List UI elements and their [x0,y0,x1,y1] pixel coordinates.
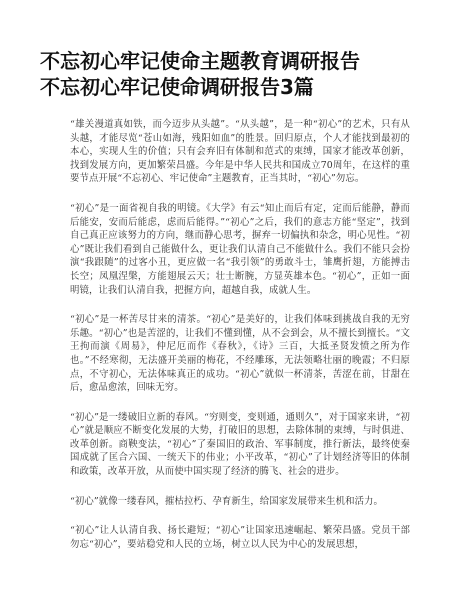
paragraph-spring-breeze: “初心”是一缕破旧立新的春风。“穷则变，变则通，通则久”，对于国家来讲，“初心”就是顺应不断变化发展的大势，打破旧的思想，去除体制的束缚，与时俱进、改革创新。商鞅变法，“初心”了秦国旧的政治、军事制度，推行新法，最终使秦国成就了匡合六国、一统天下的伟业；小平改革，“初心”了计划经济等旧的体制和政策，改革开放，从而使中国实现了经济的腾飞、社会的进步。 [70,411,410,478]
document-title [40,48,440,100]
title-line-2: 不忘初心牢记使命调研报告3篇 [40,75,314,99]
paragraph-mirror: “初心”是一面省视自我的明镜。《大学》有云“知止而后有定，定而后能静，静而后能安，安而后能虑，虑而后能得。”“初心”之后，我们的意志方能“坚定”，找到自己真正应该努力的方向，继而静心思考，摒弃一切偏执和杂念，明心见性。“初心”既让我们看到自己能做什么，更让我们认清自己不能做什么。我们不能只会扮演“我跟随”的过客小丑，更应做一名“我引领”的勇敢斗士，雏鹰折翅，方能搏击长空；凤凰涅槃，方能翅展云天；壮士断腕，方显英雄本色。“初心”，正如一面明镜，让我们认清自我，把握方向，超越自我，成就人生。 [70,202,410,296]
paragraph-summary: “初心”就像一缕春风，摧枯拉朽、孕育新生，给国家发展带来生机和活力。 [70,495,383,507]
document-body [70,118,410,567]
paragraph-conclusion: “初心”让人认清自我、扬长避短；“初心”让国家迅速崛起、繁荣昌盛。党员干部勿忘“初心”，要站稳党和人民的立场，树立以人民为中心的发展思想， [70,525,410,550]
title-line-1: 不忘初心牢记使命主题教育调研报告 [40,49,360,73]
paragraph-tea: “初心”是一杯苦尽甘来的清茶。“初心”是美好的，让我们体味到挑战自我的无穷乐趣。“初心”也是苦涩的，让我们不懂到懂，从不会到会，从不擅长到擅长。“文王拘而演《周易》，仲尼厄而作《春秋》，《诗》三百，大抵圣贤发愤之所为作也。”不经寒彻，无法盛开美丽的梅花，不经雕琢，无法领略壮丽的晚霞；不归原点，不守初心，无法体味真正的成功。“初心”就似一杯清茶，苦涩在前，甘甜在后，愈品愈浓，回味无穷。 [70,314,410,394]
paragraph-intro: “雄关漫道真如铁，而今迈步从头越”。“从头越”，是一种“初心”的艺术，只有从头越，才能尽览“苍山如海，残阳如血”的胜景。回归原点，个人才能找到最初的本心，实现人生的价值；只有会弃旧有体制和范式的束缚，国家才能改革创新，找到发展方向，更加繁荣昌盛。今年是中华人民共和国成立70周年，在这样的重要节点开展“不忘初心、牢记使命”主题教育，正当其时，“初心”勿忘。 [70,119,410,185]
